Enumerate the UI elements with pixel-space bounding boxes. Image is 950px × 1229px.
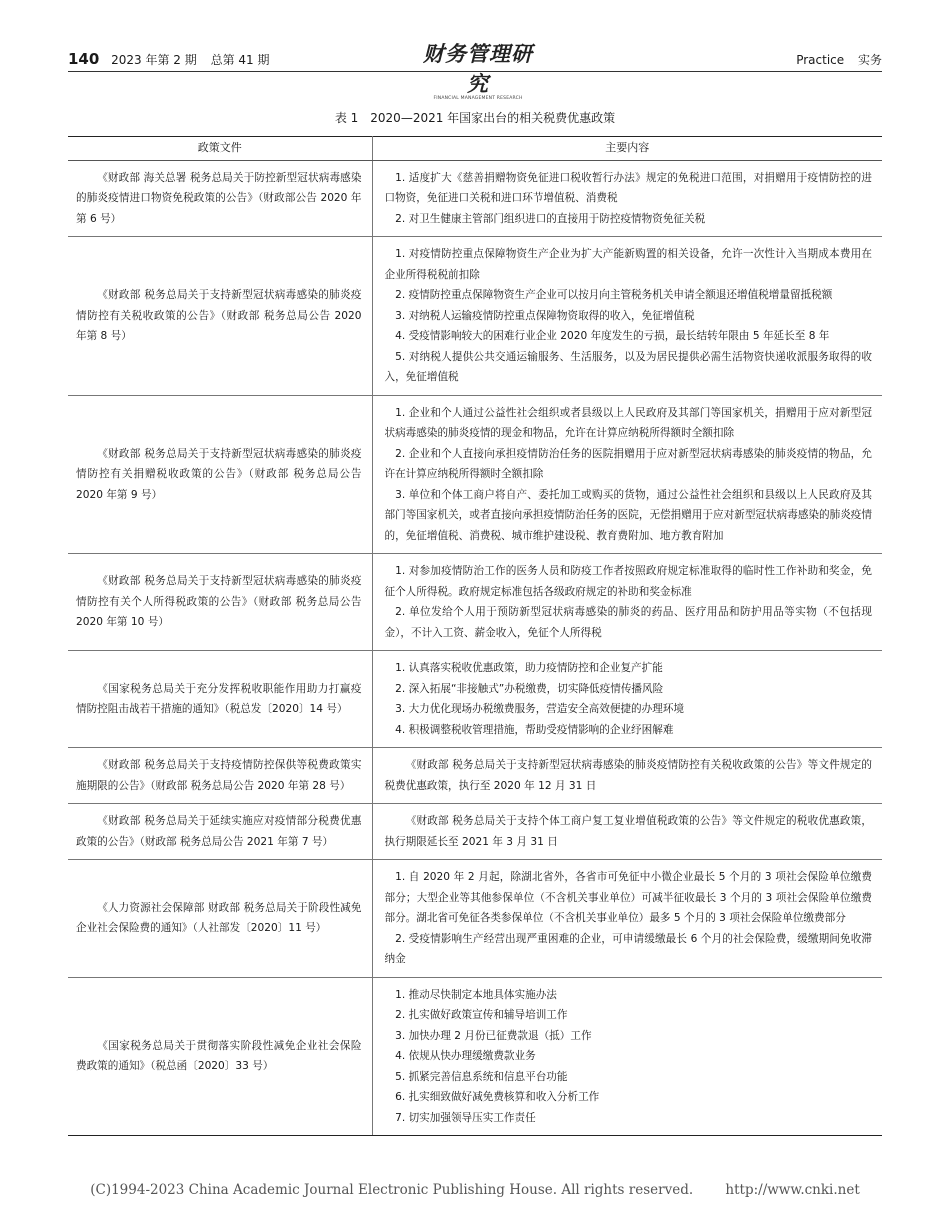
policy-document-cell: 《财政部 税务总局关于支持新型冠状病毒感染的肺炎疫情防控有关捐赠税收政策的公告》（财政部 税务总局公告 2020 年第 9 号）: [68, 395, 372, 554]
page-footer: [0, 1182, 950, 1198]
policy-content-item: 1. 企业和个人通过公益性社会组织或者县级以上人民政府及其部门等国家机关，捐赠用于应对新型冠状病毒感染的肺炎疫情的现金和物品，允许在计算应纳税所得额时全额扣除: [384, 406, 872, 439]
policy-document-cell: 《财政部 海关总署 税务总局关于防控新型冠状病毒感染的肺炎疫情进口物资免税政策的公告》（财政部公告 2020 年第 6 号）: [68, 160, 372, 237]
journal-logo: [423, 38, 533, 101]
header-left: [68, 50, 270, 68]
policy-document-cell: 《国家税务总局关于充分发挥税收职能作用助力打赢疫情防控阻击战若干措施的通知》（税总发〔2020〕14 号）: [68, 651, 372, 748]
policy-content-item: 2. 扎实做好政策宣传和辅导培训工作: [395, 1009, 568, 1021]
page-header: [68, 41, 882, 101]
policy-document-cell: 《财政部 税务总局关于支持新型冠状病毒感染的肺炎疫情防控有关个人所得税政策的公告》（财政部 税务总局公告 2020 年第 10 号）: [68, 554, 372, 651]
policy-content-item: 2. 深入拓展“非接触式”办税缴费，切实降低疫情传播风险: [395, 682, 664, 695]
policy-content-item: 2. 企业和个人直接向承担疫情防治任务的医院捐赠用于应对新型冠状病毒感染的肺炎疫情的物品，允许在计算应纳税所得额时全额扣除: [384, 447, 872, 480]
policy-content-cell: [372, 237, 882, 396]
policy-content-cell: [372, 748, 882, 804]
table-row: [68, 395, 882, 554]
table-row: [68, 160, 882, 237]
policy-content-item: 1. 自 2020 年 2 月起，除湖北省外，各省市可免征中小微企业最长 5 个月的 3 项社会保险单位缴费部分；大型企业等其他参保单位（不含机关事业单位）可减半征收最长 3 个月的 3 项社会保险单位缴费部分。湖北省可免征各类参保单位（不含机关事业单位）最多 5 个月的 3 项社会保险单位缴费部分: [384, 871, 872, 924]
policy-content-item: 1. 推动尽快制定本地具体实施办法: [395, 988, 557, 1001]
policy-content-item: 3. 大力优化现场办税缴费服务，营造安全高效便捷的办理环境: [395, 703, 685, 715]
policy-content-item: 1. 对参加疫情防治工作的医务人员和防疫工作者按照政府规定标准取得的临时性工作补助和奖金，免征个人所得税。政府规定标准包括各级政府规定的补助和奖金标准: [384, 565, 872, 598]
section-en: Practice: [796, 53, 845, 67]
policy-content-item: 4. 积极调整税收管理措施，帮助受疫情影响的企业纾困解难: [395, 723, 674, 736]
policy-content-item: 1. 适度扩大《慈善捐赠物资免征进口税收暂行办法》规定的免税进口范围，对捐赠用于疫情防控的进口物资，免征进口关税和进口环节增值税、消费税: [384, 171, 872, 204]
policy-content-item: 5. 抓紧完善信息系统和信息平台功能: [395, 1070, 568, 1083]
policy-content-item: 2. 受疫情影响生产经营出现严重困难的企业，可申请缓缴最长 6 个月的社会保险费，缓缴期间免收滞纳金: [384, 932, 872, 965]
policy-content-item: 4. 依规从快办理缓缴费款业务: [395, 1050, 536, 1062]
journal-logo-en: FINANCIAL MANAGEMENT RESEARCH: [433, 96, 523, 101]
policy-content-cell: [372, 395, 882, 554]
header-right: [786, 51, 882, 68]
policy-document-cell: 《财政部 税务总局关于支持疫情防控保供等税费政策实施期限的公告》（财政部 税务总局公告 2020 年第 28 号）: [68, 748, 372, 804]
policy-content-item: 2. 疫情防控重点保障物资生产企业可以按月向主管税务机关申请全额退还增值税增量留抵税额: [395, 289, 833, 301]
total-issue-label: 总第 41 期: [210, 53, 270, 67]
table-caption: 表 1 2020—2021 年国家出台的相关税费优惠政策: [334, 111, 616, 125]
page-number: 140: [68, 50, 100, 68]
policy-content-cell: [372, 160, 882, 237]
column-header-doc: 政策文件: [68, 137, 372, 161]
policy-content-cell: [372, 651, 882, 748]
policy-content-item: 1. 对疫情防控重点保障物资生产企业为扩大产能新购置的相关设备，允许一次性计入当期成本费用在企业所得税税前扣除: [384, 248, 872, 281]
header-rule: [68, 71, 882, 72]
policy-document-cell: 《财政部 税务总局关于延续实施应对疫情部分税费优惠政策的公告》（财政部 税务总局公告 2021 年第 7 号）: [68, 804, 372, 860]
table-row: [68, 860, 882, 978]
table-row: [68, 651, 882, 748]
policy-content-item: 5. 对纳税人提供公共交通运输服务、生活服务，以及为居民提供必需生活物资快递收派服务取得的收入，免征增值税: [384, 350, 872, 383]
policy-content-item: 3. 单位和个体工商户将自产、委托加工或购买的货物，通过公益性社会组织和县级以上人民政府及其部门等国家机关，或者直接向承担疫情防治任务的医院，无偿捐赠用于应对新型冠状病毒感染的肺炎疫情的，免征增值税、消费税、城市维护建设税、教育费附加、地方教育附加: [384, 488, 872, 542]
policy-content-item: 3. 对纳税人运输疫情防控重点保障物资取得的收入，免征增值税: [395, 309, 695, 322]
footer-url: http://www.cnki.net: [725, 1182, 860, 1198]
policy-content-cell: [372, 804, 882, 860]
policy-content-cell: [372, 977, 882, 1136]
journal-logo-cn: 财务管理研究: [423, 41, 533, 96]
policy-table: [68, 136, 882, 1136]
table-row: [68, 237, 882, 396]
policy-content-item: 2. 对卫生健康主管部门组织进口的直接用于防控疫情物资免征关税: [395, 212, 706, 225]
policy-content-item: 1. 认真落实税收优惠政策，助力疫情防控和企业复产扩能: [395, 662, 663, 674]
issue-label: 2023 年第 2 期: [111, 53, 197, 67]
table-body: [68, 160, 882, 1136]
table-row: [68, 554, 882, 651]
policy-content-cell: [372, 554, 882, 651]
policy-content-text: 《财政部 税务总局关于支持个体工商户复工复业增值税政策的公告》等文件规定的税收优惠政策，执行期限延长至 2021 年 3 月 31 日: [384, 815, 872, 848]
policy-content-item: 6. 扎实细致做好减免费核算和收入分析工作: [395, 1091, 600, 1103]
table-row: [68, 804, 882, 860]
policy-document-cell: 《财政部 税务总局关于支持新型冠状病毒感染的肺炎疫情防控有关税收政策的公告》（财政部 税务总局公告 2020 年第 8 号）: [68, 237, 372, 396]
table-header-row: [68, 137, 882, 161]
policy-content-item: 7. 切实加强领导压实工作责任: [395, 1111, 536, 1124]
policy-content-item: 4. 受疫情影响较大的困难行业企业 2020 年度发生的亏损，最长结转年限由 5 年延长至 8 年: [395, 330, 830, 342]
column-header-content: 主要内容: [372, 137, 882, 161]
policy-content-item: 2. 单位发给个人用于预防新型冠状病毒感染的肺炎的药品、医疗用品和防护用品等实物（不包括现金），不计入工资、薪金收入，免征个人所得税: [384, 606, 872, 639]
policy-content-text: 《财政部 税务总局关于支持新型冠状病毒感染的肺炎疫情防控有关税收政策的公告》等文件规定的税费优惠政策，执行至 2020 年 12 月 31 日: [384, 759, 872, 792]
section-cn: 实务: [857, 53, 882, 67]
policy-content-item: 3. 加快办理 2 月份已征费款退（抵）工作: [395, 1029, 592, 1042]
copyright-text: (C)1994-2023 China Academic Journal Electronic Publishing House. All rights reserved.: [90, 1182, 694, 1198]
table-row: [68, 977, 882, 1136]
policy-document-cell: 《人力资源社会保障部 财政部 税务总局关于阶段性减免企业社会保险费的通知》（人社部发〔2020〕11 号）: [68, 860, 372, 978]
policy-document-cell: 《国家税务总局关于贯彻落实阶段性减免企业社会保险费政策的通知》（税总函〔2020〕33 号）: [68, 977, 372, 1136]
table-row: [68, 748, 882, 804]
policy-content-cell: [372, 860, 882, 978]
